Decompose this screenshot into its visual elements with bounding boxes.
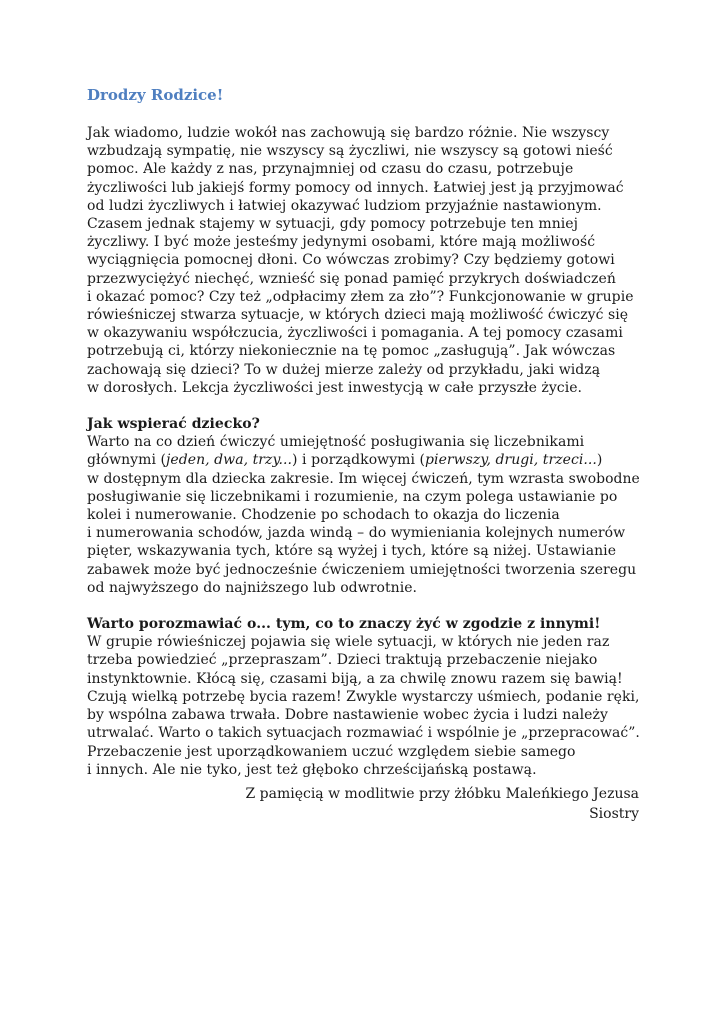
support-line-numerals xyxy=(87,451,640,469)
ordinal-examples: pierwszy, drugi, trzeci... xyxy=(425,452,597,469)
intro-line: pomoc. Ale każdy z nas, przynajmniej od czasu do czasu, potrzebuje xyxy=(87,161,574,178)
intro-line: potrzebują ci, którzy niekoniecznie na tę pomoc „zasługują”. Jak wówczas xyxy=(87,343,616,360)
support-line: i numerowania schodów, jazda windą – do wymieniania kolejnych numerów xyxy=(87,525,626,542)
intro-line: rówieśniczej stwarza sytuacje, w których dzieci mają możliwość ćwiczyć się xyxy=(87,307,629,324)
intro-line: od ludzi życzliwych i łatwiej okazywać ludziom przyjaźnie nastawionym. xyxy=(87,197,602,214)
harmony-line: by wspólna zabawa trwała. Dobre nastawienie wobec życia i ludzi należy xyxy=(87,707,608,724)
intro-line: zachowają się dzieci? To w dużej mierze zależy od przykładu, jaki widzą xyxy=(87,361,601,378)
support-section xyxy=(87,415,640,597)
intro-line: wyciągnięcia pomocnej dłoni. Co wówczas zrobimy? Czy będziemy gotowi xyxy=(87,252,615,269)
closing-line: Z pamięcią w modlitwie przy żłóbku Maleńkiego Jezusa xyxy=(245,786,639,802)
intro-line: wzbudzają sympatię, nie wszyscy są życzliwi, nie wszyscy są gotowi nieść xyxy=(87,143,613,160)
cardinal-examples: jeden, dwa, trzy... xyxy=(166,452,293,469)
support-line: kolei i numerowanie. Chodzenie po schodach to okazja do liczenia xyxy=(87,507,560,524)
support-line: od najwyższego do najniższego lub odwrotnie. xyxy=(87,579,418,596)
support-heading: Jak wspierać dziecko? xyxy=(87,416,260,433)
intro-line: życzliwy. I być może jesteśmy jedynymi osobami, które mają możliwość xyxy=(87,234,596,251)
support-line: zabawek może być jednocześnie ćwiczeniem umiejętności tworzenia szeregu xyxy=(87,561,637,578)
support-line: Warto na co dzień ćwiczyć umiejętność posługiwania się liczebnikami xyxy=(87,434,585,451)
intro-line: życzliwości lub jakiejś formy pomocy od innych. Łatwiej jest ją przyjmować xyxy=(87,179,624,196)
letter-page xyxy=(87,84,640,779)
harmony-section xyxy=(87,615,640,779)
signature-name: Siostry xyxy=(589,806,639,822)
closing-signature xyxy=(245,784,639,824)
harmony-heading: Warto porozmawiać o... tym, co to znaczy żyć w zgodzie z innymi! xyxy=(87,616,601,633)
intro-line: Jak wiadomo, ludzie wokół nas zachowują się bardzo różnie. Nie wszyscy xyxy=(87,125,610,141)
numerals-text: głównymi ( xyxy=(87,452,167,469)
intro-line: Czasem jednak stajemy w sytuacji, gdy pomocy potrzebuje ten mniej xyxy=(87,216,579,233)
harmony-line: instynktownie. Kłócą się, czasami biją, a za chwilę znowu razem się bawią! xyxy=(87,670,623,687)
numerals-text: ) xyxy=(596,452,603,469)
numerals-text: ) i porządkowymi ( xyxy=(292,452,426,469)
intro-paragraph xyxy=(87,124,640,397)
harmony-line: i innych. Ale nie tyko, jest też głęboko chrześcijańską postawą. xyxy=(87,761,537,778)
intro-line: w dorosłych. Lekcja życzliwości jest inwestycją w całe przyszłe życie. xyxy=(87,379,583,396)
intro-line: i okazać pomoc? Czy też „odpłacimy złem za zło”? Funkcjonowanie w grupie xyxy=(87,288,634,305)
harmony-line: Czują wielką potrzebę bycia razem! Zwykle wystarczy uśmiech, podanie ręki, xyxy=(87,688,640,705)
intro-line: przezwyciężyć niechęć, wznieść się ponad pamięć przykrych doświadczeń xyxy=(87,270,616,287)
greeting-heading: Drodzy Rodzice! xyxy=(87,86,224,104)
support-line: posługiwanie się liczebnikami i rozumienie, na czym polega ustawianie po xyxy=(87,488,618,505)
intro-line: w okazywaniu współczucia, życzliwości i pomagania. A tej pomocy czasami xyxy=(87,325,623,342)
harmony-line: Przebaczenie jest uporządkowaniem uczuć względem siebie samego xyxy=(87,743,576,760)
harmony-line: trzeba powiedzieć „przepraszam”. Dzieci traktują przebaczenie niejako xyxy=(87,652,598,669)
harmony-line: W grupie rówieśniczej pojawia się wiele sytuacji, w których nie jeden raz xyxy=(87,634,610,651)
support-line: pięter, wskazywania tych, które są wyżej i tych, które są niżej. Ustawianie xyxy=(87,543,617,560)
support-line: w dostępnym dla dziecka zakresie. Im więcej ćwiczeń, tym wzrasta swobodne xyxy=(87,470,640,487)
harmony-line: utrwalać. Warto o takich sytuacjach rozmawiać i wspólnie je „przepracować”. xyxy=(87,725,640,742)
